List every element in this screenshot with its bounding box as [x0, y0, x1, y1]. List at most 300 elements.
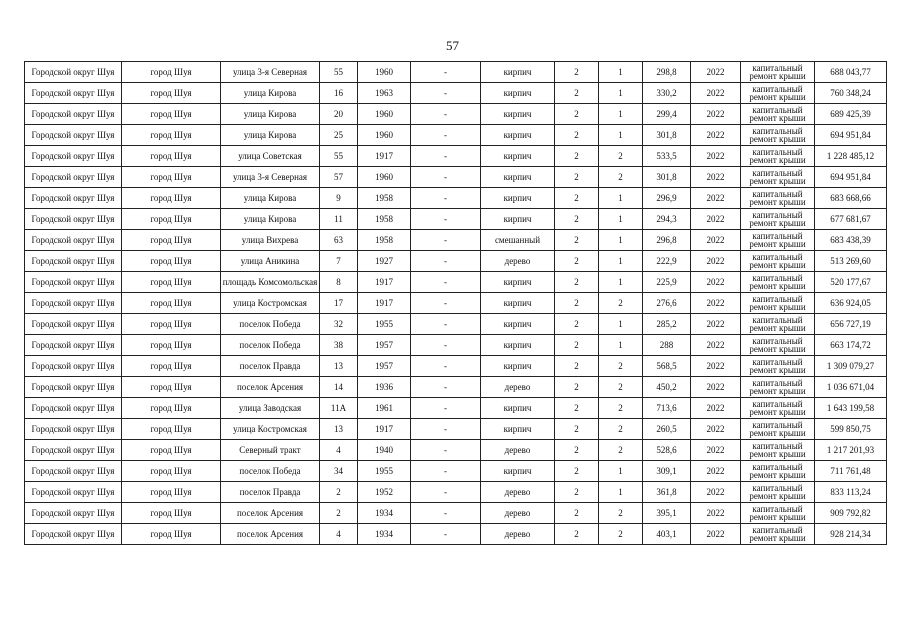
house-number-cell: 16 [320, 83, 358, 104]
table-row [25, 377, 887, 398]
house-number-cell: 2 [320, 482, 358, 503]
area-cell: 330,2 [643, 83, 691, 104]
plan-year-cell: 2022 [691, 209, 741, 230]
floors-cell: 2 [555, 377, 599, 398]
house-number-cell: 13 [320, 419, 358, 440]
house-number-cell: 20 [320, 104, 358, 125]
entrances-cell: 1 [599, 104, 643, 125]
floors-cell: 2 [555, 335, 599, 356]
house-number-cell: 55 [320, 62, 358, 83]
house-number-cell: 2 [320, 503, 358, 524]
work-type-cell: капитальный ремонт крыши [741, 440, 815, 461]
area-cell: 361,8 [643, 482, 691, 503]
dash-cell: - [411, 314, 481, 335]
dash-cell: - [411, 62, 481, 83]
plan-year-cell: 2022 [691, 104, 741, 125]
plan-year-cell: 2022 [691, 524, 741, 545]
cost-cell: 683 668,66 [815, 188, 887, 209]
cost-cell: 694 951,84 [815, 125, 887, 146]
build-year-cell: 1934 [358, 524, 411, 545]
area-cell: 285,2 [643, 314, 691, 335]
build-year-cell: 1934 [358, 503, 411, 524]
street-cell: поселок Победа [221, 461, 320, 482]
plan-year-cell: 2022 [691, 125, 741, 146]
street-cell: улица Кирова [221, 125, 320, 146]
table-row [25, 188, 887, 209]
work-type-cell: капитальный ремонт крыши [741, 104, 815, 125]
wall-material-cell: кирпич [481, 293, 555, 314]
cost-cell: 928 214,34 [815, 524, 887, 545]
plan-year-cell: 2022 [691, 167, 741, 188]
work-type-cell: капитальный ремонт крыши [741, 482, 815, 503]
dash-cell: - [411, 251, 481, 272]
locality-cell: город Шуя [122, 440, 221, 461]
build-year-cell: 1955 [358, 314, 411, 335]
floors-cell: 2 [555, 125, 599, 146]
area-cell: 288 [643, 335, 691, 356]
table-row [25, 503, 887, 524]
locality-cell: город Шуя [122, 167, 221, 188]
cost-cell: 1 643 199,58 [815, 398, 887, 419]
table-row [25, 356, 887, 377]
cost-cell: 636 924,05 [815, 293, 887, 314]
cost-cell: 689 425,39 [815, 104, 887, 125]
plan-year-cell: 2022 [691, 251, 741, 272]
house-number-cell: 11А [320, 398, 358, 419]
work-type-cell: капитальный ремонт крыши [741, 356, 815, 377]
area-cell: 225,9 [643, 272, 691, 293]
municipality-cell: Городской округ Шуя [25, 251, 122, 272]
entrances-cell: 1 [599, 314, 643, 335]
work-type-cell: капитальный ремонт крыши [741, 272, 815, 293]
entrances-cell: 1 [599, 125, 643, 146]
plan-year-cell: 2022 [691, 83, 741, 104]
municipality-cell: Городской округ Шуя [25, 482, 122, 503]
entrances-cell: 1 [599, 62, 643, 83]
floors-cell: 2 [555, 314, 599, 335]
table-row [25, 104, 887, 125]
table-row [25, 167, 887, 188]
locality-cell: город Шуя [122, 524, 221, 545]
build-year-cell: 1952 [358, 482, 411, 503]
locality-cell: город Шуя [122, 104, 221, 125]
entrances-cell: 1 [599, 461, 643, 482]
area-cell: 309,1 [643, 461, 691, 482]
table-row [25, 293, 887, 314]
build-year-cell: 1957 [358, 335, 411, 356]
house-number-cell: 14 [320, 377, 358, 398]
wall-material-cell: смешанный [481, 230, 555, 251]
area-cell: 450,2 [643, 377, 691, 398]
build-year-cell: 1917 [358, 293, 411, 314]
municipality-cell: Городской округ Шуя [25, 356, 122, 377]
house-number-cell: 25 [320, 125, 358, 146]
entrances-cell: 2 [599, 440, 643, 461]
plan-year-cell: 2022 [691, 356, 741, 377]
cost-cell: 1 217 201,93 [815, 440, 887, 461]
build-year-cell: 1917 [358, 146, 411, 167]
work-type-cell: капитальный ремонт крыши [741, 377, 815, 398]
street-cell: улица Кирова [221, 209, 320, 230]
floors-cell: 2 [555, 440, 599, 461]
street-cell: улица 3-я Северная [221, 167, 320, 188]
locality-cell: город Шуя [122, 293, 221, 314]
plan-year-cell: 2022 [691, 293, 741, 314]
floors-cell: 2 [555, 398, 599, 419]
dash-cell: - [411, 440, 481, 461]
locality-cell: город Шуя [122, 419, 221, 440]
dash-cell: - [411, 188, 481, 209]
build-year-cell: 1960 [358, 167, 411, 188]
street-cell: улица 3-я Северная [221, 62, 320, 83]
house-number-cell: 4 [320, 440, 358, 461]
wall-material-cell: дерево [481, 440, 555, 461]
area-cell: 276,6 [643, 293, 691, 314]
locality-cell: город Шуя [122, 503, 221, 524]
cost-cell: 688 043,77 [815, 62, 887, 83]
work-type-cell: капитальный ремонт крыши [741, 251, 815, 272]
area-cell: 299,4 [643, 104, 691, 125]
locality-cell: город Шуя [122, 125, 221, 146]
wall-material-cell: кирпич [481, 83, 555, 104]
work-type-cell: капитальный ремонт крыши [741, 209, 815, 230]
locality-cell: город Шуя [122, 335, 221, 356]
wall-material-cell: дерево [481, 503, 555, 524]
cost-cell: 1 036 671,04 [815, 377, 887, 398]
area-cell: 260,5 [643, 419, 691, 440]
street-cell: улица Заводская [221, 398, 320, 419]
table-row [25, 314, 887, 335]
street-cell: поселок Победа [221, 314, 320, 335]
floors-cell: 2 [555, 230, 599, 251]
table-row [25, 62, 887, 83]
floors-cell: 2 [555, 293, 599, 314]
street-cell: улица Советская [221, 146, 320, 167]
wall-material-cell: кирпич [481, 62, 555, 83]
wall-material-cell: кирпич [481, 419, 555, 440]
house-number-cell: 55 [320, 146, 358, 167]
wall-material-cell: дерево [481, 251, 555, 272]
plan-year-cell: 2022 [691, 440, 741, 461]
wall-material-cell: кирпич [481, 461, 555, 482]
locality-cell: город Шуя [122, 230, 221, 251]
entrances-cell: 2 [599, 419, 643, 440]
entrances-cell: 2 [599, 293, 643, 314]
street-cell: улица Кирова [221, 188, 320, 209]
plan-year-cell: 2022 [691, 314, 741, 335]
build-year-cell: 1958 [358, 230, 411, 251]
municipality-cell: Городской округ Шуя [25, 167, 122, 188]
cost-cell: 520 177,67 [815, 272, 887, 293]
cost-cell: 760 348,24 [815, 83, 887, 104]
dash-cell: - [411, 209, 481, 230]
table-row [25, 209, 887, 230]
plan-year-cell: 2022 [691, 230, 741, 251]
wall-material-cell: кирпич [481, 314, 555, 335]
locality-cell: город Шуя [122, 461, 221, 482]
floors-cell: 2 [555, 146, 599, 167]
municipality-cell: Городской округ Шуя [25, 503, 122, 524]
cost-cell: 1 309 079,27 [815, 356, 887, 377]
house-number-cell: 38 [320, 335, 358, 356]
plan-year-cell: 2022 [691, 398, 741, 419]
build-year-cell: 1960 [358, 104, 411, 125]
house-number-cell: 9 [320, 188, 358, 209]
area-cell: 294,3 [643, 209, 691, 230]
wall-material-cell: дерево [481, 377, 555, 398]
cost-cell: 1 228 485,12 [815, 146, 887, 167]
municipality-cell: Городской округ Шуя [25, 146, 122, 167]
cost-cell: 599 850,75 [815, 419, 887, 440]
floors-cell: 2 [555, 188, 599, 209]
dash-cell: - [411, 104, 481, 125]
house-number-cell: 17 [320, 293, 358, 314]
dash-cell: - [411, 419, 481, 440]
municipality-cell: Городской округ Шуя [25, 377, 122, 398]
municipality-cell: Городской округ Шуя [25, 419, 122, 440]
wall-material-cell: дерево [481, 482, 555, 503]
street-cell: поселок Арсения [221, 524, 320, 545]
wall-material-cell: кирпич [481, 272, 555, 293]
entrances-cell: 2 [599, 377, 643, 398]
plan-year-cell: 2022 [691, 482, 741, 503]
table-row [25, 146, 887, 167]
street-cell: поселок Арсения [221, 377, 320, 398]
build-year-cell: 1917 [358, 272, 411, 293]
dash-cell: - [411, 146, 481, 167]
plan-year-cell: 2022 [691, 335, 741, 356]
municipality-cell: Городской округ Шуя [25, 62, 122, 83]
floors-cell: 2 [555, 167, 599, 188]
floors-cell: 2 [555, 356, 599, 377]
dash-cell: - [411, 230, 481, 251]
table-row [25, 419, 887, 440]
street-cell: улица Кирова [221, 83, 320, 104]
entrances-cell: 2 [599, 503, 643, 524]
area-cell: 298,8 [643, 62, 691, 83]
street-cell: поселок Победа [221, 335, 320, 356]
municipality-cell: Городской округ Шуя [25, 83, 122, 104]
area-cell: 301,8 [643, 167, 691, 188]
build-year-cell: 1963 [358, 83, 411, 104]
work-type-cell: капитальный ремонт крыши [741, 83, 815, 104]
area-cell: 533,5 [643, 146, 691, 167]
area-cell: 222,9 [643, 251, 691, 272]
table-row [25, 251, 887, 272]
work-type-cell: капитальный ремонт крыши [741, 503, 815, 524]
locality-cell: город Шуя [122, 398, 221, 419]
street-cell: поселок Правда [221, 482, 320, 503]
municipality-cell: Городской округ Шуя [25, 335, 122, 356]
plan-year-cell: 2022 [691, 272, 741, 293]
dash-cell: - [411, 83, 481, 104]
area-cell: 395,1 [643, 503, 691, 524]
work-type-cell: капитальный ремонт крыши [741, 167, 815, 188]
floors-cell: 2 [555, 83, 599, 104]
house-number-cell: 8 [320, 272, 358, 293]
house-number-cell: 32 [320, 314, 358, 335]
cost-cell: 663 174,72 [815, 335, 887, 356]
municipality-cell: Городской округ Шуя [25, 230, 122, 251]
dash-cell: - [411, 272, 481, 293]
entrances-cell: 2 [599, 398, 643, 419]
area-cell: 296,9 [643, 188, 691, 209]
dash-cell: - [411, 356, 481, 377]
table-row [25, 272, 887, 293]
municipality-cell: Городской округ Шуя [25, 440, 122, 461]
locality-cell: город Шуя [122, 482, 221, 503]
table-row [25, 125, 887, 146]
wall-material-cell: кирпич [481, 104, 555, 125]
build-year-cell: 1955 [358, 461, 411, 482]
house-number-cell: 13 [320, 356, 358, 377]
entrances-cell: 1 [599, 251, 643, 272]
dash-cell: - [411, 524, 481, 545]
street-cell: улица Костромская [221, 293, 320, 314]
cost-cell: 909 792,82 [815, 503, 887, 524]
locality-cell: город Шуя [122, 62, 221, 83]
wall-material-cell: кирпич [481, 146, 555, 167]
municipality-cell: Городской округ Шуя [25, 188, 122, 209]
table-row [25, 230, 887, 251]
work-type-cell: капитальный ремонт крыши [741, 125, 815, 146]
cost-cell: 694 951,84 [815, 167, 887, 188]
build-year-cell: 1958 [358, 188, 411, 209]
area-cell: 568,5 [643, 356, 691, 377]
locality-cell: город Шуя [122, 356, 221, 377]
wall-material-cell: кирпич [481, 398, 555, 419]
plan-year-cell: 2022 [691, 419, 741, 440]
page-number: 57 [446, 38, 459, 53]
floors-cell: 2 [555, 419, 599, 440]
dash-cell: - [411, 461, 481, 482]
plan-year-cell: 2022 [691, 146, 741, 167]
work-type-cell: капитальный ремонт крыши [741, 461, 815, 482]
work-type-cell: капитальный ремонт крыши [741, 314, 815, 335]
street-cell: улица Аникина [221, 251, 320, 272]
cost-cell: 683 438,39 [815, 230, 887, 251]
entrances-cell: 2 [599, 524, 643, 545]
municipality-cell: Городской округ Шуя [25, 125, 122, 146]
entrances-cell: 1 [599, 272, 643, 293]
entrances-cell: 1 [599, 83, 643, 104]
cost-cell: 711 761,48 [815, 461, 887, 482]
plan-year-cell: 2022 [691, 62, 741, 83]
dash-cell: - [411, 482, 481, 503]
entrances-cell: 1 [599, 209, 643, 230]
area-cell: 528,6 [643, 440, 691, 461]
plan-year-cell: 2022 [691, 377, 741, 398]
build-year-cell: 1940 [358, 440, 411, 461]
dash-cell: - [411, 335, 481, 356]
floors-cell: 2 [555, 272, 599, 293]
wall-material-cell: кирпич [481, 335, 555, 356]
cost-cell: 833 113,24 [815, 482, 887, 503]
area-cell: 296,8 [643, 230, 691, 251]
area-cell: 403,1 [643, 524, 691, 545]
entrances-cell: 2 [599, 356, 643, 377]
floors-cell: 2 [555, 503, 599, 524]
entrances-cell: 2 [599, 167, 643, 188]
locality-cell: город Шуя [122, 83, 221, 104]
locality-cell: город Шуя [122, 209, 221, 230]
dash-cell: - [411, 503, 481, 524]
plan-year-cell: 2022 [691, 461, 741, 482]
entrances-cell: 2 [599, 146, 643, 167]
entrances-cell: 1 [599, 230, 643, 251]
wall-material-cell: кирпич [481, 209, 555, 230]
floors-cell: 2 [555, 104, 599, 125]
work-type-cell: капитальный ремонт крыши [741, 524, 815, 545]
entrances-cell: 1 [599, 335, 643, 356]
work-type-cell: капитальный ремонт крыши [741, 188, 815, 209]
entrances-cell: 1 [599, 188, 643, 209]
floors-cell: 2 [555, 251, 599, 272]
build-year-cell: 1960 [358, 125, 411, 146]
housing-repair-table [24, 61, 887, 545]
street-cell: улица Кирова [221, 104, 320, 125]
build-year-cell: 1957 [358, 356, 411, 377]
municipality-cell: Городской округ Шуя [25, 314, 122, 335]
table-row [25, 461, 887, 482]
build-year-cell: 1927 [358, 251, 411, 272]
wall-material-cell: кирпич [481, 125, 555, 146]
street-cell: улица Вихрева [221, 230, 320, 251]
dash-cell: - [411, 398, 481, 419]
floors-cell: 2 [555, 62, 599, 83]
work-type-cell: капитальный ремонт крыши [741, 335, 815, 356]
build-year-cell: 1917 [358, 419, 411, 440]
table-row [25, 524, 887, 545]
plan-year-cell: 2022 [691, 503, 741, 524]
table-body [25, 62, 887, 545]
entrances-cell: 1 [599, 482, 643, 503]
work-type-cell: капитальный ремонт крыши [741, 419, 815, 440]
locality-cell: город Шуя [122, 251, 221, 272]
work-type-cell: капитальный ремонт крыши [741, 293, 815, 314]
work-type-cell: капитальный ремонт крыши [741, 62, 815, 83]
work-type-cell: капитальный ремонт крыши [741, 230, 815, 251]
street-cell: Северный тракт [221, 440, 320, 461]
build-year-cell: 1936 [358, 377, 411, 398]
municipality-cell: Городской округ Шуя [25, 461, 122, 482]
build-year-cell: 1960 [358, 62, 411, 83]
dash-cell: - [411, 125, 481, 146]
street-cell: поселок Правда [221, 356, 320, 377]
work-type-cell: капитальный ремонт крыши [741, 398, 815, 419]
build-year-cell: 1958 [358, 209, 411, 230]
table-row [25, 83, 887, 104]
wall-material-cell: кирпич [481, 188, 555, 209]
table-row [25, 440, 887, 461]
house-number-cell: 11 [320, 209, 358, 230]
dash-cell: - [411, 167, 481, 188]
locality-cell: город Шуя [122, 146, 221, 167]
municipality-cell: Городской округ Шуя [25, 293, 122, 314]
locality-cell: город Шуя [122, 272, 221, 293]
municipality-cell: Городской округ Шуя [25, 104, 122, 125]
house-number-cell: 57 [320, 167, 358, 188]
table-row [25, 398, 887, 419]
house-number-cell: 7 [320, 251, 358, 272]
locality-cell: город Шуя [122, 188, 221, 209]
house-number-cell: 34 [320, 461, 358, 482]
table-row [25, 482, 887, 503]
street-cell: площадь Комсомольская [221, 272, 320, 293]
wall-material-cell: дерево [481, 524, 555, 545]
floors-cell: 2 [555, 461, 599, 482]
cost-cell: 513 269,60 [815, 251, 887, 272]
